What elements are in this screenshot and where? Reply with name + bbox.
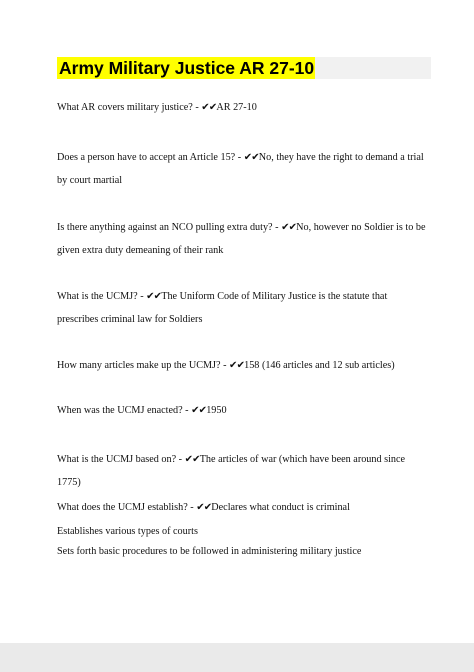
qa-item [57,216,429,262]
qa-item [57,448,429,494]
separator: - [176,454,185,465]
answer-text: Declares what conduct is criminal [211,502,350,513]
separator: - [235,152,244,163]
separator: - [192,102,202,113]
qa-line [57,399,429,422]
separator: - [272,222,282,233]
double-check-icon: ✔✔ [146,291,162,302]
double-check-icon: ✔✔ [196,502,212,513]
question-text: How many articles make up the UCMJ? [57,360,221,371]
double-check-icon: ✔✔ [201,102,217,113]
qa-line [57,216,429,262]
qa-item [57,285,429,331]
qa-item [57,354,429,377]
question-text: Does a person have to accept an Article 15? [57,152,236,163]
double-check-icon: ✔✔ [281,222,297,233]
double-check-icon: ✔✔ [243,152,259,163]
answer-text: No, however no Soldier is to be given extra duty demeaning of their rank [57,222,426,256]
answer-continuation: Establishes various types of courts [57,526,198,537]
qa-line [57,96,429,119]
qa-item [57,399,429,422]
page-footer-band [0,643,474,672]
question-text: What does the UCMJ establish? [57,502,188,513]
double-check-icon: ✔✔ [184,454,200,465]
question-text: Is there anything against an NCO pulling extra duty? [57,222,273,233]
question-text: What AR covers military justice? [57,102,193,113]
question-text: When was the UCMJ enacted? [57,405,183,416]
separator: - [187,502,197,513]
answer-text: 1950 [206,405,227,416]
qa-item [57,96,429,119]
separator: - [182,405,192,416]
answer-text: The Uniform Code of Military Justice is the statute that prescribes criminal law for Soldiers [57,291,388,325]
answer-text: 158 (146 articles and 12 sub articles) [244,360,395,371]
answer-text: No, they have the right to demand a trial by court martial [57,152,424,186]
question-text: What is the UCMJ based on? [57,454,177,465]
double-check-icon: ✔✔ [229,360,245,371]
qa-item [57,146,429,192]
double-check-icon: ✔✔ [191,405,207,416]
qa-line [57,354,429,377]
answer-text: AR 27-10 [216,102,257,113]
qa-item [57,496,429,519]
qa-line [57,496,429,519]
answer-continuation: Sets forth basic procedures to be followed in administering military justice [57,546,362,557]
qa-line [57,285,429,331]
qa-line [57,448,429,494]
question-text: What is the UCMJ? [57,291,138,302]
separator: - [220,360,230,371]
separator: - [137,291,147,302]
qa-line [57,146,429,192]
answer-text: The articles of war (which have been around since 1775) [57,454,406,488]
document-title: Army Military Justice AR 27-10 [59,58,315,78]
